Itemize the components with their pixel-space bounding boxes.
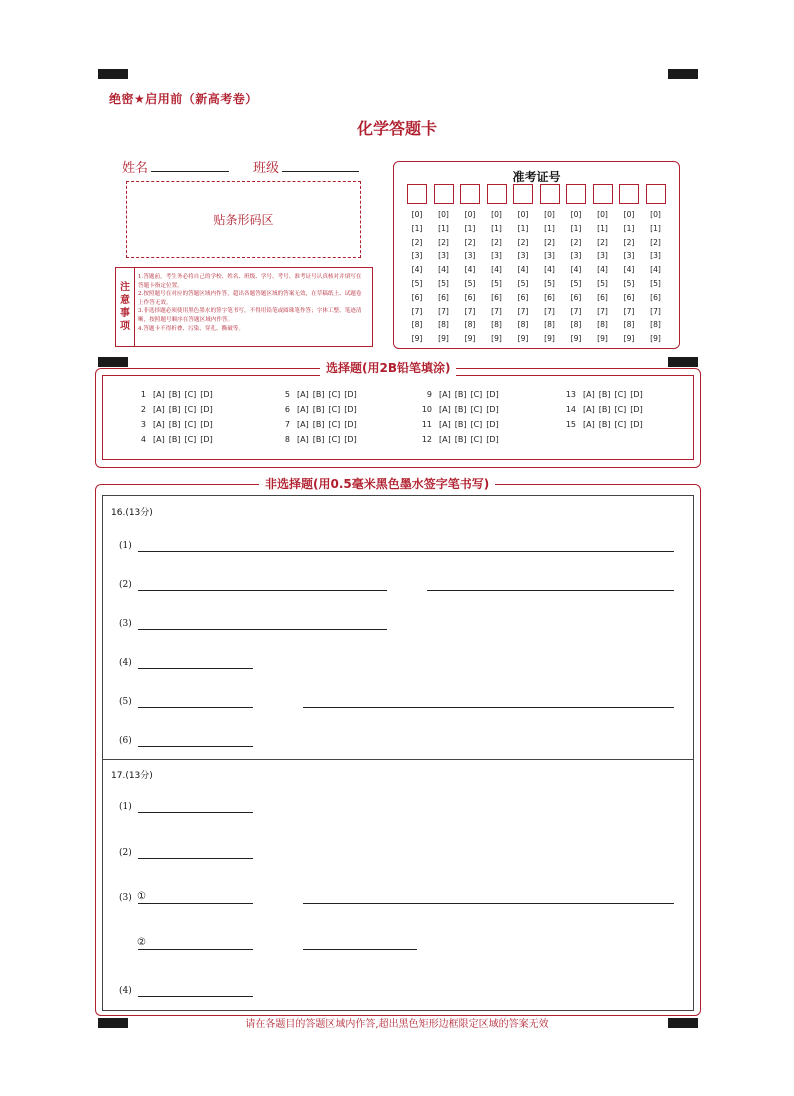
choice-option-bubble[interactable]: [D]: [630, 420, 643, 429]
exam-id-digit-option[interactable]: [1]: [623, 223, 635, 233]
answer-line[interactable]: [138, 707, 253, 708]
choice-option-bubble[interactable]: [D]: [344, 405, 357, 414]
choice-option-bubble[interactable]: [C]: [614, 390, 627, 399]
choice-option-bubble[interactable]: [B]: [598, 405, 611, 414]
exam-id-digit-option[interactable]: [1]: [544, 223, 555, 233]
choice-option-bubble[interactable]: [D]: [344, 390, 357, 399]
choice-option-bubble[interactable]: [C]: [470, 405, 483, 414]
choice-question-row: [418, 435, 499, 444]
exam-id-digit-option[interactable]: [0]: [544, 210, 555, 219]
answer-line[interactable]: [427, 590, 674, 591]
exam-id-digit-box[interactable]: [593, 184, 613, 204]
q17-sub-2: (2): [119, 848, 132, 858]
exam-id-digit-option[interactable]: [1]: [597, 223, 608, 233]
exam-id-digit-box[interactable]: [566, 184, 586, 204]
exam-id-digit-option[interactable]: [1]: [570, 223, 582, 233]
choice-option-bubble[interactable]: [C]: [470, 420, 483, 429]
choice-option-bubble[interactable]: [A]: [439, 405, 451, 414]
choice-option-bubble[interactable]: [A]: [153, 405, 165, 414]
choice-option-bubble[interactable]: [B]: [454, 435, 467, 444]
q17-sub-1: (1): [119, 802, 132, 812]
choice-option-bubble[interactable]: [C]: [328, 405, 341, 414]
circle-1-marker: ①: [137, 891, 146, 902]
exam-id-digit-option[interactable]: [6]: [544, 292, 555, 302]
exam-id-digit-option[interactable]: [9]: [544, 334, 555, 344]
exam-id-column: [434, 184, 454, 346]
exam-id-digit-option[interactable]: [4]: [544, 265, 555, 275]
exam-id-digit-option[interactable]: [0]: [597, 210, 608, 219]
barcode-area: [126, 181, 361, 258]
q16-sub-6: (6): [119, 736, 132, 746]
exam-id-column: [540, 184, 560, 346]
exam-id-digit-option[interactable]: [6]: [570, 292, 582, 302]
exam-id-digit-option[interactable]: [3]: [570, 251, 582, 261]
exam-id-digit-option[interactable]: [6]: [623, 292, 635, 302]
choice-question-row: [418, 390, 499, 399]
footer-note: 请在各题目的答题区域内作答,超出黑色矩形边框限定区域的答案无效: [245, 1019, 549, 1030]
choice-option-bubble[interactable]: [C]: [614, 405, 627, 414]
exam-id-digit-option[interactable]: [0]: [464, 210, 476, 219]
exam-id-column: [407, 184, 427, 346]
exam-id-digit-option[interactable]: [9]: [438, 334, 449, 344]
class-field[interactable]: [282, 171, 359, 172]
choice-option-bubble[interactable]: [C]: [328, 435, 341, 444]
choice-option-bubble[interactable]: [C]: [184, 435, 197, 444]
exam-id-digit-option[interactable]: [5]: [650, 278, 661, 288]
barcode-label: 贴条形码区: [213, 213, 274, 227]
choice-option-bubble[interactable]: [A]: [583, 420, 595, 429]
exam-id-column: [460, 184, 480, 346]
exam-id-digit-option[interactable]: [9]: [491, 334, 502, 344]
exam-id-digit-option[interactable]: [9]: [411, 334, 423, 344]
exam-id-digit-option[interactable]: [4]: [411, 265, 423, 275]
exam-id-digit-box[interactable]: [619, 184, 639, 204]
answer-line[interactable]: [138, 903, 253, 904]
exam-id-digit-option[interactable]: [3]: [438, 251, 449, 261]
exam-id-digit-option[interactable]: [7]: [570, 306, 582, 316]
choice-option-bubble[interactable]: [B]: [312, 405, 325, 414]
exam-id-box: [393, 161, 680, 349]
exam-id-digit-option[interactable]: [9]: [650, 334, 661, 344]
choice-option-bubble[interactable]: [D]: [344, 420, 357, 429]
answer-line[interactable]: [138, 949, 253, 950]
exam-id-digit-option[interactable]: [3]: [544, 251, 555, 261]
choice-question-number: 1: [140, 390, 146, 399]
exam-id-digit-option[interactable]: [2]: [517, 237, 529, 247]
exam-id-column: [487, 184, 507, 346]
exam-id-title: 准考证号: [512, 170, 561, 184]
choice-option-bubble[interactable]: [A]: [583, 405, 595, 414]
exam-id-column: [566, 184, 586, 346]
exam-id-digit-option[interactable]: [6]: [517, 292, 529, 302]
answer-line[interactable]: [138, 590, 387, 591]
exam-id-digit-option[interactable]: [7]: [411, 306, 423, 316]
choice-question-row: [132, 405, 213, 414]
choice-question-row: [276, 435, 357, 444]
exam-id-digit-box[interactable]: [407, 184, 427, 204]
q16-sub-3: (3): [119, 619, 132, 629]
choice-option-bubble[interactable]: [D]: [200, 435, 213, 444]
exam-id-digit-option[interactable]: [2]: [597, 237, 608, 247]
exam-id-digit-option[interactable]: [2]: [544, 237, 555, 247]
choice-question-number: 12: [421, 435, 432, 444]
notice-item: 3.非选择题必须使用黑色墨水的签字笔书写，不得用铅笔或圆珠笔作答；字体工整、笔迹清晰，按照题号顺序在答题区域内作答。: [138, 308, 362, 323]
exam-id-digit-option[interactable]: [6]: [411, 292, 423, 302]
choice-question-row: [276, 390, 357, 399]
notice-heading: 注 意 事 项: [116, 268, 135, 346]
exam-id-column: [619, 184, 639, 346]
exam-id-column: [513, 184, 533, 346]
choice-question-row: [276, 405, 357, 414]
exam-id-digit-option[interactable]: [8]: [597, 320, 608, 330]
choice-option-bubble[interactable]: [A]: [153, 420, 165, 429]
exam-id-digit-option[interactable]: [1]: [650, 223, 661, 233]
choice-option-bubble[interactable]: [C]: [328, 420, 341, 429]
choice-option-bubble[interactable]: [C]: [184, 420, 197, 429]
choice-option-bubble[interactable]: [B]: [168, 405, 181, 414]
exam-id-digit-option[interactable]: [2]: [650, 237, 661, 247]
q16-sub-1: (1): [119, 541, 132, 551]
choice-option-bubble[interactable]: [D]: [200, 390, 213, 399]
choice-option-bubble[interactable]: [B]: [312, 390, 325, 399]
choice-option-bubble[interactable]: [A]: [583, 390, 595, 399]
choice-option-bubble[interactable]: [A]: [297, 435, 309, 444]
choice-option-bubble[interactable]: [A]: [439, 420, 451, 429]
exam-id-digit-box[interactable]: [646, 184, 666, 204]
nonchoice-inner-frame: [102, 495, 694, 1011]
choice-option-bubble[interactable]: [A]: [297, 390, 309, 399]
exam-id-digit-option[interactable]: [6]: [464, 292, 476, 302]
exam-id-digit-option[interactable]: [8]: [491, 320, 502, 330]
circle-2-marker: ②: [137, 937, 146, 948]
notice-item: 1.答题前，考生务必将自己的学校、姓名、班级、学号、考号、准考证号认真核对并填写在答题卡指定位置。: [138, 274, 362, 289]
choice-option-bubble[interactable]: [B]: [454, 405, 467, 414]
exam-id-column: [646, 184, 666, 346]
exam-id-digit-option[interactable]: [1]: [464, 223, 476, 233]
exam-id-digit-option[interactable]: [6]: [597, 292, 608, 302]
choice-question-number: 2: [140, 405, 146, 414]
answer-line[interactable]: [138, 551, 674, 552]
exam-id-digit-option[interactable]: [7]: [491, 306, 502, 316]
exam-id-digit-box[interactable]: [460, 184, 480, 204]
exam-id-digit-option[interactable]: [5]: [544, 278, 555, 288]
choice-section: [95, 361, 701, 468]
q17-sub-3: (3): [119, 893, 132, 903]
choice-question-number: 8: [284, 435, 290, 444]
choice-option-bubble[interactable]: [D]: [344, 435, 357, 444]
q17-heading: 17.(13分): [111, 771, 153, 781]
answer-line[interactable]: [303, 707, 674, 708]
nonchoice-section-title: 非选择题(用0.5毫米黑色墨水签字笔书写): [259, 475, 495, 492]
choice-question-number: 5: [284, 390, 290, 399]
exam-id-digit-option[interactable]: [1]: [438, 223, 449, 233]
choice-option-bubble[interactable]: [A]: [439, 435, 451, 444]
exam-id-digit-option[interactable]: [5]: [491, 278, 502, 288]
exam-id-digit-option[interactable]: [7]: [438, 306, 449, 316]
choice-option-bubble[interactable]: [A]: [439, 390, 451, 399]
choice-option-bubble[interactable]: [B]: [454, 390, 467, 399]
class-label: 班级: [253, 161, 280, 176]
exam-id-digit-option[interactable]: [5]: [623, 278, 635, 288]
exam-id-digit-option[interactable]: [4]: [623, 265, 635, 275]
exam-id-digit-option[interactable]: [9]: [517, 334, 529, 344]
choice-question-row: [132, 390, 213, 399]
exam-id-digit-option[interactable]: [3]: [623, 251, 635, 261]
exam-id-digit-option[interactable]: [6]: [650, 292, 661, 302]
notice-box: [115, 267, 373, 347]
exam-id-digit-option[interactable]: [7]: [517, 306, 529, 316]
choice-question-row: [132, 435, 213, 444]
choice-question-number: 6: [284, 405, 290, 414]
exam-id-digit-option[interactable]: [3]: [517, 251, 529, 261]
answer-line[interactable]: [303, 903, 674, 904]
choice-option-bubble[interactable]: [C]: [184, 405, 197, 414]
answer-line[interactable]: [138, 629, 387, 630]
exam-id-digit-option[interactable]: [7]: [650, 306, 661, 316]
exam-id-digit-option[interactable]: [9]: [597, 334, 608, 344]
choice-question-number: 14: [565, 405, 576, 414]
choice-option-bubble[interactable]: [C]: [328, 390, 341, 399]
answer-line[interactable]: [138, 668, 253, 669]
exam-id-digit-option[interactable]: [0]: [650, 210, 661, 219]
corner-marker: [668, 69, 698, 79]
choice-option-bubble[interactable]: [B]: [598, 420, 611, 429]
exam-id-digit-option[interactable]: [2]: [411, 237, 423, 247]
q16-sub-5: (5): [119, 697, 132, 707]
exam-id-digit-option[interactable]: [8]: [464, 320, 476, 330]
exam-id-digit-box[interactable]: [487, 184, 507, 204]
choice-question-row: [562, 420, 643, 429]
exam-id-digit-option[interactable]: [3]: [650, 251, 661, 261]
choice-option-bubble[interactable]: [D]: [630, 405, 643, 414]
choice-option-bubble[interactable]: [A]: [297, 420, 309, 429]
choice-question-row: [562, 405, 643, 414]
choice-option-bubble[interactable]: [D]: [486, 390, 499, 399]
choice-question-number: 4: [140, 435, 146, 444]
exam-id-digit-option[interactable]: [2]: [570, 237, 582, 247]
answer-line[interactable]: [138, 812, 253, 813]
q16-heading: 16.(13分): [111, 508, 153, 518]
name-label: 姓名: [122, 161, 149, 176]
choice-question-number: 11: [421, 420, 432, 429]
choice-question-row: [418, 420, 499, 429]
choice-option-bubble[interactable]: [C]: [470, 435, 483, 444]
choice-option-bubble[interactable]: [A]: [153, 435, 165, 444]
answer-line[interactable]: [138, 996, 253, 997]
exam-id-digit-option[interactable]: [8]: [517, 320, 529, 330]
choice-question-number: 10: [421, 405, 432, 414]
choice-option-bubble[interactable]: [D]: [486, 435, 499, 444]
exam-id-digit-option[interactable]: [0]: [517, 210, 529, 219]
corner-marker: [98, 69, 128, 79]
page-title: 化学答题卡: [356, 119, 437, 138]
exam-id-digit-option[interactable]: [0]: [570, 210, 582, 219]
choice-option-bubble[interactable]: [D]: [200, 420, 213, 429]
exam-id-digit-box[interactable]: [540, 184, 560, 204]
answer-line[interactable]: [138, 746, 253, 747]
choice-option-bubble[interactable]: [B]: [598, 390, 611, 399]
exam-id-digit-option[interactable]: [4]: [597, 265, 608, 275]
notice-item: 2.按照题号在对应的答题区域内作答，超出各题答题区域的答案无效，在草稿纸上、试题卷上作答无效。: [138, 291, 362, 306]
exam-id-digit-box[interactable]: [513, 184, 533, 204]
exam-id-digit-option[interactable]: [8]: [411, 320, 423, 330]
choice-option-bubble[interactable]: [D]: [486, 420, 499, 429]
choice-question-number: 15: [565, 420, 576, 429]
exam-id-digit-box[interactable]: [434, 184, 454, 204]
exam-id-digit-option[interactable]: [7]: [623, 306, 635, 316]
exam-id-digit-option[interactable]: [3]: [491, 251, 502, 261]
choice-option-bubble[interactable]: [D]: [486, 405, 499, 414]
exam-id-digit-option[interactable]: [5]: [570, 278, 582, 288]
choice-question-number: 9: [426, 390, 432, 399]
choice-option-bubble[interactable]: [C]: [614, 420, 627, 429]
exam-id-digit-option[interactable]: [0]: [491, 210, 502, 219]
choice-question-number: 7: [284, 420, 290, 429]
exam-id-digit-option[interactable]: [6]: [438, 292, 449, 302]
choice-question-row: [276, 420, 357, 429]
exam-id-digit-option[interactable]: [4]: [464, 265, 476, 275]
exam-id-digit-option[interactable]: [1]: [517, 223, 529, 233]
exam-id-digit-option[interactable]: [3]: [597, 251, 608, 261]
choice-question-row: [418, 405, 499, 414]
choice-question-number: 13: [565, 390, 576, 399]
answer-line[interactable]: [303, 949, 417, 950]
choice-option-bubble[interactable]: [C]: [184, 390, 197, 399]
choice-option-bubble[interactable]: [A]: [297, 405, 309, 414]
choice-question-row: [562, 390, 643, 399]
exam-id-digit-option[interactable]: [0]: [411, 210, 423, 219]
choice-option-bubble[interactable]: [A]: [153, 390, 165, 399]
choice-option-bubble[interactable]: [C]: [470, 390, 483, 399]
exam-id-digit-option[interactable]: [4]: [650, 265, 661, 275]
exam-id-digit-option[interactable]: [4]: [438, 265, 449, 275]
exam-id-digit-option[interactable]: [2]: [464, 237, 476, 247]
exam-id-digit-option[interactable]: [9]: [464, 334, 476, 344]
exam-id-digit-option[interactable]: [9]: [570, 334, 582, 344]
exam-id-digit-option[interactable]: [3]: [411, 251, 423, 261]
question-divider: [102, 759, 693, 760]
exam-id-digit-option[interactable]: [5]: [438, 278, 449, 288]
exam-id-digit-option[interactable]: [2]: [438, 237, 449, 247]
exam-id-digit-option[interactable]: [7]: [464, 306, 476, 316]
exam-id-digit-option[interactable]: [4]: [570, 265, 582, 275]
choice-option-bubble[interactable]: [B]: [168, 390, 181, 399]
notice-list: [138, 273, 366, 333]
exam-id-digit-option[interactable]: [7]: [544, 306, 555, 316]
exam-id-digit-option[interactable]: [8]: [544, 320, 555, 330]
exam-id-digit-option[interactable]: [4]: [517, 265, 529, 275]
answer-line[interactable]: [138, 858, 253, 859]
exam-id-digit-option[interactable]: [2]: [491, 237, 502, 247]
q17-sub-4: (4): [119, 986, 132, 996]
choice-option-bubble[interactable]: [B]: [168, 420, 181, 429]
exam-id-digit-option[interactable]: [8]: [438, 320, 449, 330]
choice-option-bubble[interactable]: [B]: [312, 420, 325, 429]
choice-question-row: [132, 420, 213, 429]
corner-marker: [98, 357, 128, 367]
exam-id-digit-option[interactable]: [4]: [491, 265, 502, 275]
nonchoice-section: [95, 477, 701, 1016]
notice-item: 4.答题卡不得折叠、污染、穿孔、撕破等。: [138, 325, 245, 332]
exam-id-digit-option[interactable]: [0]: [438, 210, 449, 219]
secret-label: 绝密★启用前（新高考卷）: [109, 92, 258, 106]
choice-option-bubble[interactable]: [D]: [200, 405, 213, 414]
exam-id-digit-option[interactable]: [5]: [411, 278, 423, 288]
exam-id-digit-option[interactable]: [1]: [491, 223, 502, 233]
exam-id-digit-option[interactable]: [6]: [491, 292, 502, 302]
corner-marker: [668, 357, 698, 367]
exam-id-digit-option[interactable]: [3]: [464, 251, 476, 261]
choice-option-bubble[interactable]: [D]: [630, 390, 643, 399]
exam-id-digit-option[interactable]: [1]: [411, 223, 423, 233]
choice-option-bubble[interactable]: [B]: [312, 435, 325, 444]
choice-option-bubble[interactable]: [B]: [454, 420, 467, 429]
q16-sub-4: (4): [119, 658, 132, 668]
choice-inner-frame: [102, 375, 694, 460]
exam-id-digit-option[interactable]: [8]: [623, 320, 635, 330]
exam-id-column: [593, 184, 613, 346]
choice-section-title: 选择题(用2B铅笔填涂): [320, 359, 456, 376]
exam-id-digit-option[interactable]: [5]: [464, 278, 476, 288]
q16-sub-2: (2): [119, 580, 132, 590]
exam-id-digit-option[interactable]: [9]: [623, 334, 635, 344]
choice-option-bubble[interactable]: [B]: [168, 435, 181, 444]
exam-id-digit-option[interactable]: [5]: [597, 278, 608, 288]
name-field[interactable]: [151, 171, 229, 172]
choice-question-number: 3: [140, 420, 146, 429]
exam-id-digit-option[interactable]: [0]: [623, 210, 635, 219]
exam-id-digit-option[interactable]: [8]: [650, 320, 661, 330]
exam-id-digit-option[interactable]: [7]: [597, 306, 608, 316]
exam-id-digit-option[interactable]: [8]: [570, 320, 582, 330]
exam-id-digit-option[interactable]: [2]: [623, 237, 635, 247]
exam-id-digit-option[interactable]: [5]: [517, 278, 529, 288]
